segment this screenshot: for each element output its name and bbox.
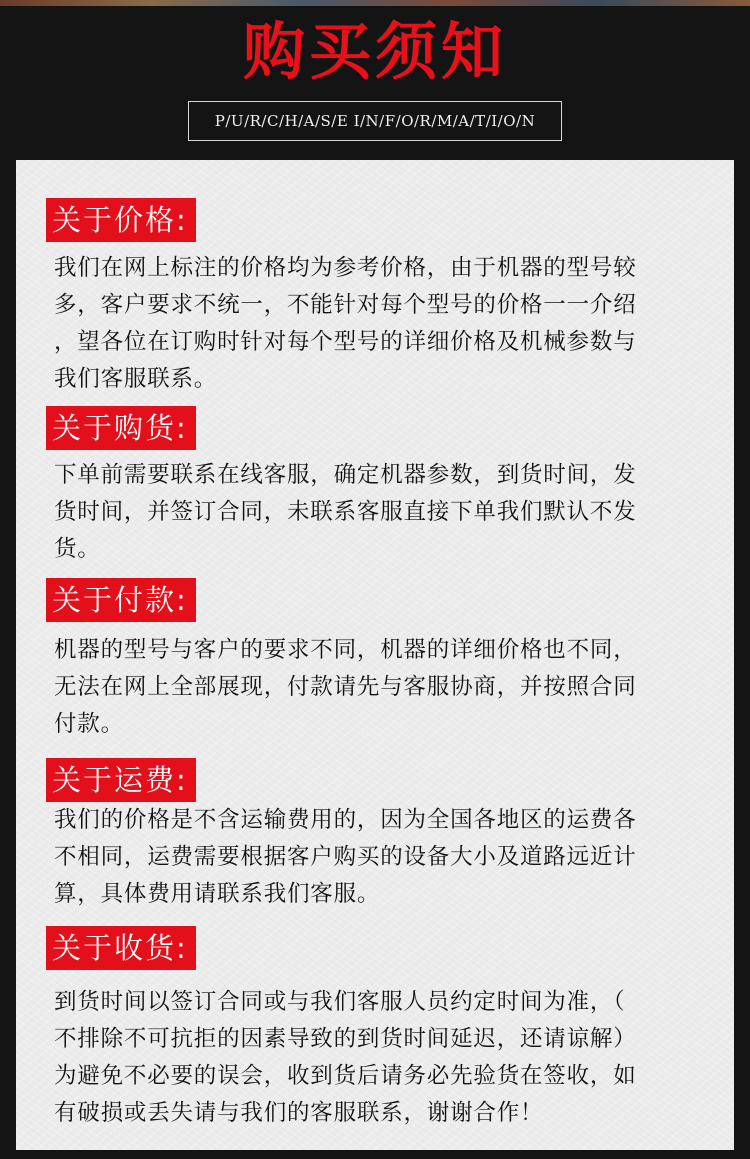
text-line: 货时间，并签订合同，未联系客服直接下单我们默认不发	[54, 499, 637, 525]
text-line: 下单前需要联系在线客服，确定机器参数，到货时间，发	[54, 462, 637, 488]
page-title: 购买须知	[242, 15, 507, 88]
text-line: 到货时间以签订合同或与我们客服人员约定时间为准，（	[54, 989, 626, 1015]
text-line: 算，具体费用请联系我们客服。	[54, 881, 381, 907]
text-line: 我们在网上标注的价格均为参考价格，由于机器的型号较	[54, 255, 637, 281]
info-panel	[16, 160, 734, 1150]
section-body-purchase	[54, 457, 734, 568]
section-body-receiving	[54, 984, 734, 1132]
section-body-payment	[54, 632, 734, 743]
text-line: 我们的价格是不含运输费用的，因为全国各地区的运费各	[54, 807, 637, 833]
subtitle-box	[188, 101, 562, 141]
top-decorative-strip	[0, 0, 750, 6]
text-line: 不排除不可抗拒的因素导致的到货时间延迟，还请谅解）	[54, 1026, 637, 1052]
text-line: 我们客服联系。	[54, 366, 218, 392]
section-body-shipping	[54, 802, 734, 913]
text-line: 付款。	[54, 711, 124, 737]
text-line: 有破损或丢失请与我们的客服联系，谢谢合作！	[54, 1100, 544, 1126]
text-line: 不相同，运费需要根据客户购买的设备大小及道路远近计	[54, 844, 637, 870]
section-heading-payment: 关于付款:	[46, 578, 196, 622]
page-subtitle: P/U/R/C/H/A/S/E I/N/F/O/R/M/A/T/I/O/N	[214, 112, 536, 130]
text-line: 无法在网上全部展现，付款请先与客服协商，并按照合同	[54, 674, 637, 700]
section-heading-price: 关于价格:	[46, 198, 196, 242]
section-heading-shipping: 关于运费:	[46, 758, 196, 802]
text-line: ，望各位在订购时针对每个型号的详细价格及机械参数与	[54, 329, 637, 355]
section-body-price	[54, 250, 734, 398]
text-line: 机器的型号与客户的要求不同，机器的详细价格也不同，	[54, 637, 637, 663]
text-line: 货。	[54, 536, 101, 562]
section-heading-receiving: 关于收货:	[46, 926, 196, 970]
section-heading-purchase: 关于购货:	[46, 406, 196, 450]
text-line: 多，客户要求不统一，不能针对每个型号的价格一一介绍	[54, 292, 637, 318]
text-line: 为避免不必要的误会，收到货后请务必先验货在签收，如	[54, 1063, 637, 1089]
